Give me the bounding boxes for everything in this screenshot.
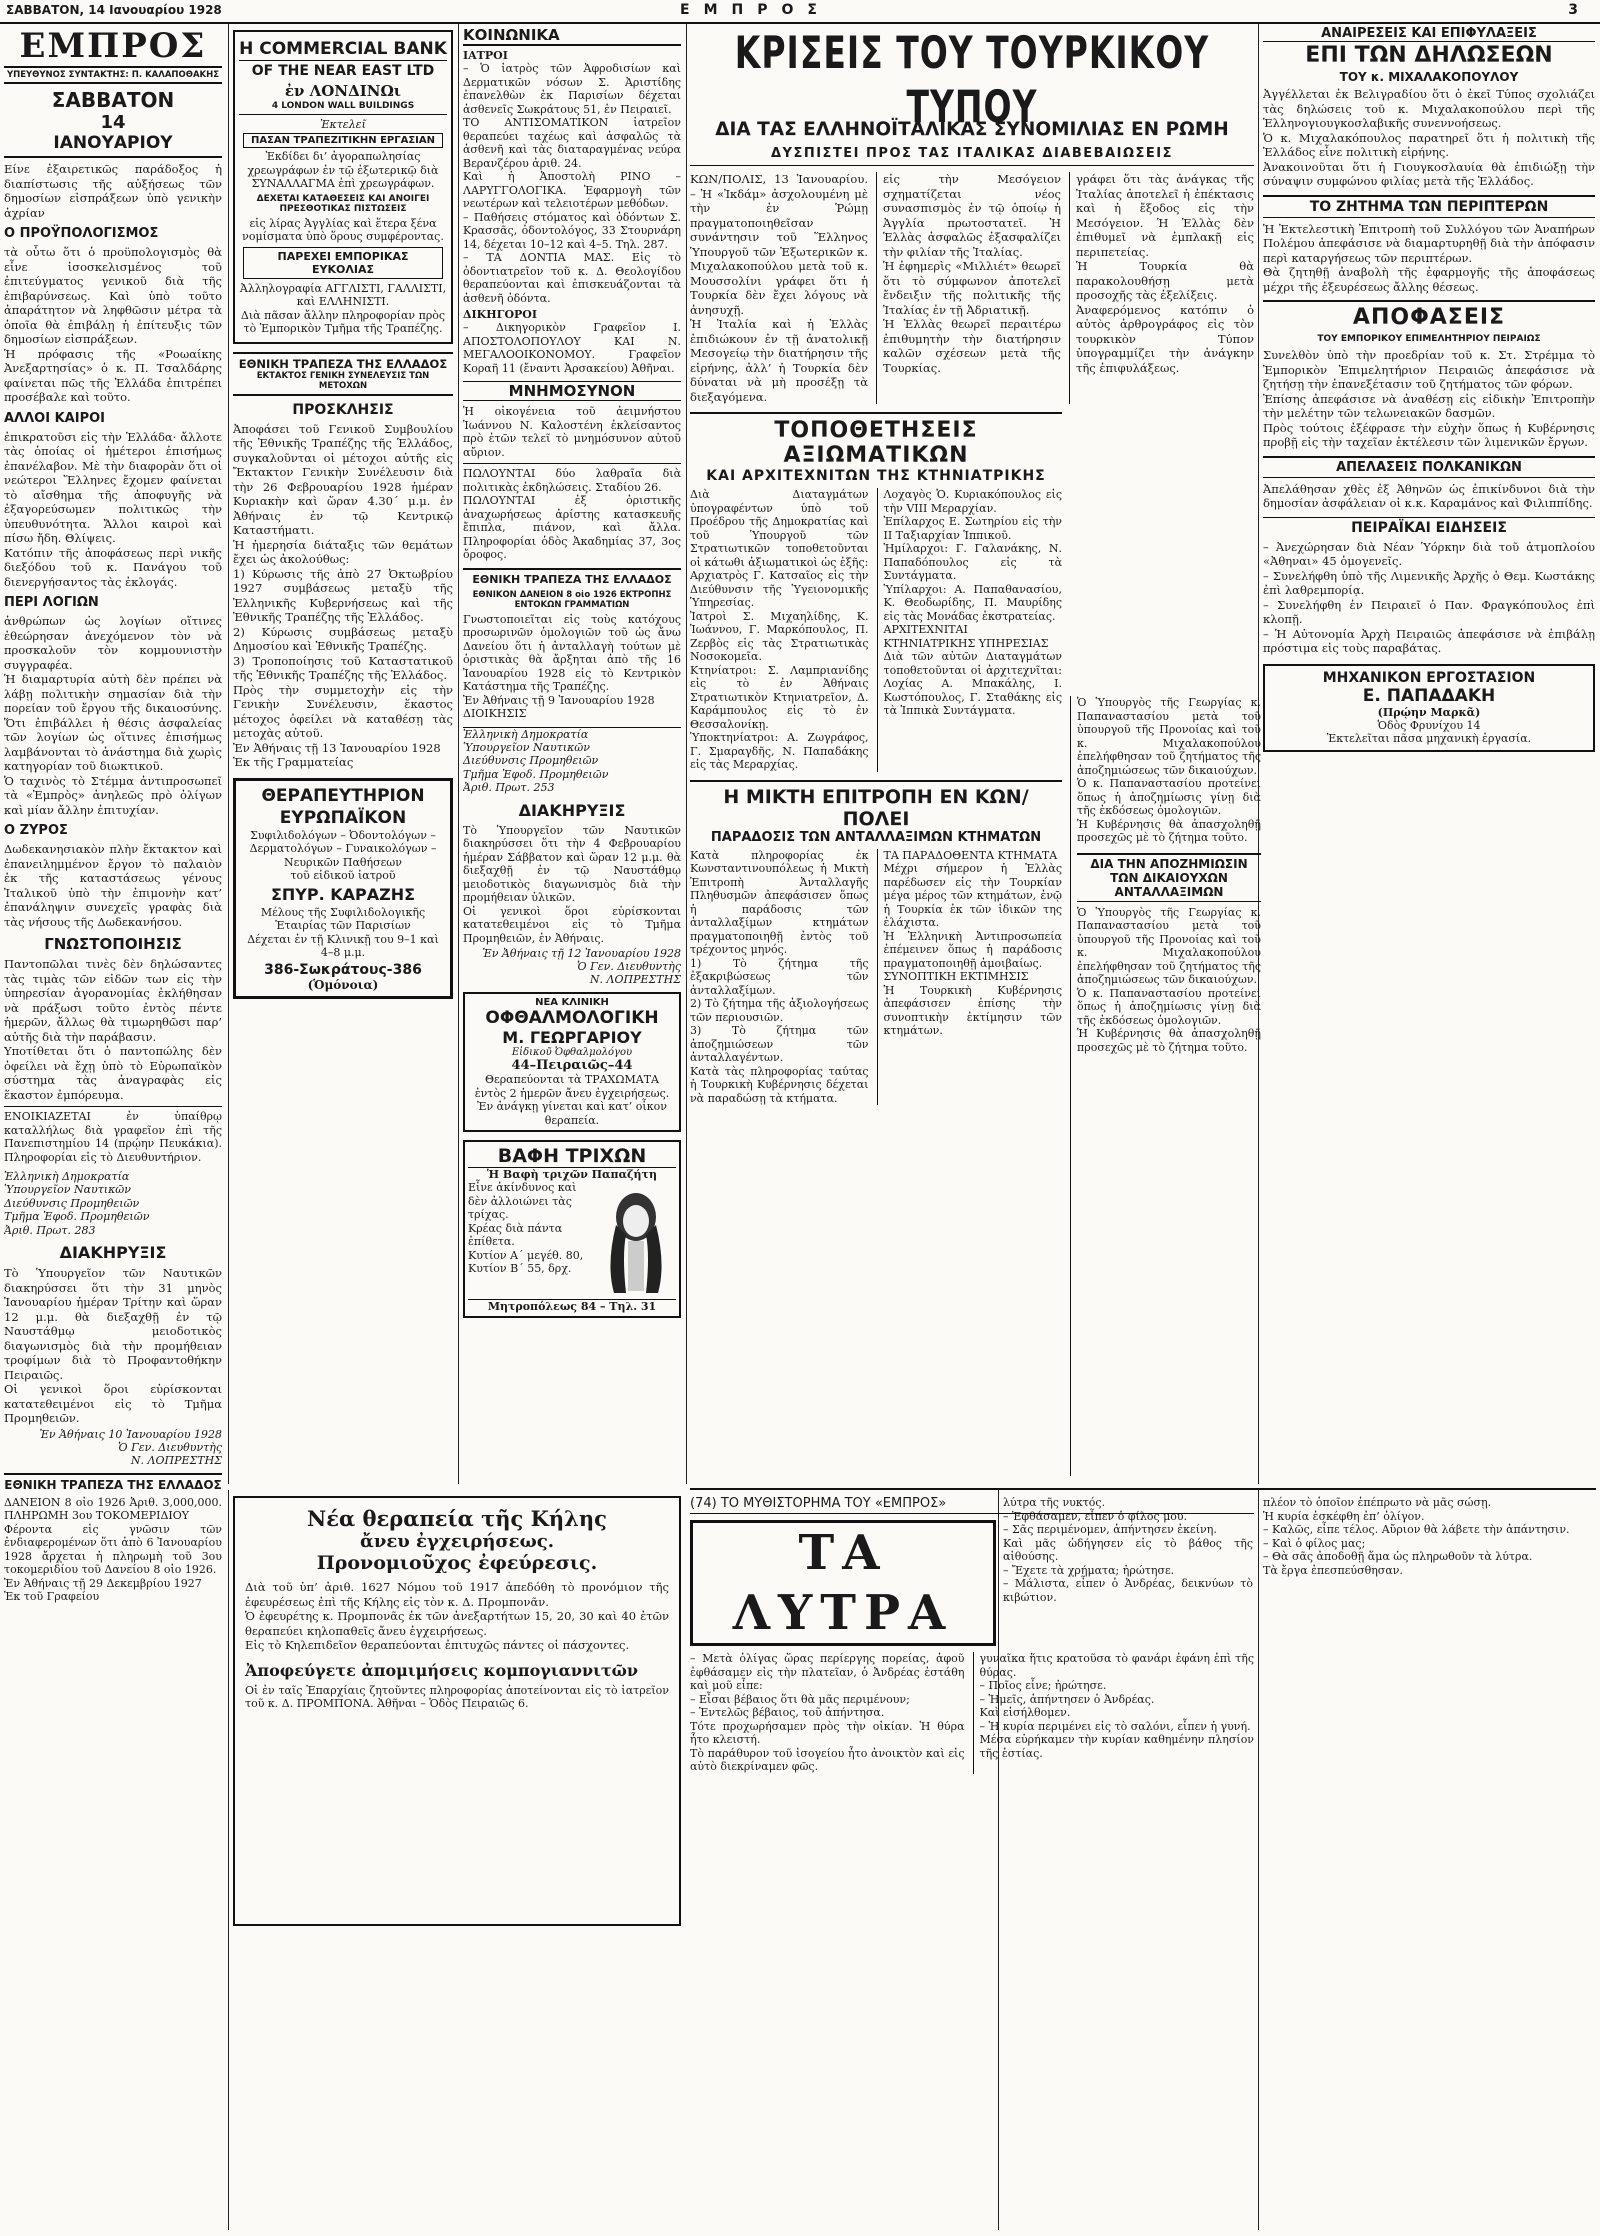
- notice-signature: Ἐν Ἀθήναις 10 Ἰανουαρίου 1928 Ὁ Γεν. Διευθυντὴς Ν. ΛΟΠΡΕΣΤΗΣ: [39, 1427, 222, 1467]
- hernia-text: Οἱ ἐν ταῖς Ἐπαρχίαις ζητοῦντες πληροφορίας ἀποτείνονται εἰς τὸ ἰατρεῖον τοῦ κ. Δ. ΠΡΟΜΠΟΝΑ. Ἀθῆναι – Ὁδὸς Πειραιῶς 6.: [245, 1683, 669, 1710]
- lawyers-heading: ΔΙΚΗΓΟΡΟΙ: [463, 308, 538, 321]
- machine-shop-ad: [1263, 664, 1595, 752]
- notice-header: Ἑλληνικὴ Δημοκρατία: [4, 1170, 130, 1183]
- article-paragraph: ἀνθρώπων ὡς λογίων οἵτινες ἐθεώρησαν ἀνεχόμενον τὸν νὰ προσκαλοῦν τὸν κομμουνιστὴν συγγραφέα. Ἡ διαμαρτυρία αὐτὴ δὲν πρέπει νὰ λάβῃ πολιτικὴν σημασίαν διὰ τὴν πορείαν τοῦ ἔργου τῆς δικαιοσύνης. Ὅτι ἐπιβάλλει ἡ θέσις ἀσφαλείας τῶν λογίων ὡς οἵτινες ἐπισήμως λαμβάνονται τὸ ἀνάστημα διὰ χωρὶς κατηγορίαν τοῦ διωκτικοῦ. Ὁ ταχινὸς τὸ Στέμμα ἀντιπροσωπεῖ τὰ «Ἐμπρὸς» ἀνηλεῶς πρὸ ὀλίγων καὶ μίαν ἄλλην ἐπιτυχίαν.: [4, 614, 222, 817]
- header-date: ΣΑΒΒΑΤΟΝ, 14 Ιανουαρίου 1928: [6, 3, 222, 17]
- article-paragraph: Είνε ἐξαιρετικῶς παράδοξος ἡ διαπίστωσις τῆς αὐξήσεως τῶν δημοσίων εἰσπράξεων ὑπὸ γενικὴν ἀχρίαν: [4, 162, 222, 220]
- column-1: [4, 26, 222, 2226]
- machine-shop-former: (Πρῴην Μαρκᾶ): [1377, 705, 1481, 719]
- masthead-editor: ΥΠΕΥΘΥΝΟΣ ΣΥΝΤΑΚΤΗΣ: Π. ΚΑΛΑΠΟΘΑΚΗΣ: [4, 68, 222, 84]
- hernia-line-2: ἄνευ ἐγχειρήσεως.: [360, 1531, 554, 1552]
- kiosks-body: Ἡ Ἐκτελεστικὴ Ἐπιτροπὴ τοῦ Συλλόγου τῶν Ἀναπήρων Πολέμου ἀπεφάσισε νὰ διαμαρτυρηθῇ διὰ τὴν ἀπόφασιν περὶ καταργήσεως τῶν περιπτέρων. Θὰ ζητηθῇ ἀναβολὴ τῆς ἐφαρμογῆς τῆς ἀποφάσεως μέχρι τῆς ἐξευρέσεως ἄλλης θέσεως.: [1263, 221, 1595, 294]
- eye-clinic-title: ΟΦΘΑΛΜΟΛΟΓΙΚΗ: [485, 1008, 659, 1028]
- ad-body: Ἀποφάσει τοῦ Γενικοῦ Συμβουλίου τῆς Ἐθνικῆς Τραπέζης τῆς Ἑλλάδος, συγκαλοῦνται οἱ μέτοχοι αὐτῆς εἰς Ἔκτακτον Γενικὴν Συνέλευσιν διὰ τὴν 26 Φεβρουαρίου 1928 ἡμέραν Κυριακὴν καὶ ὥραν 4.30΄ μ.μ. ἐν Ἀθήναις ἐν τῷ Κεντρικῷ Καταστήματι. Ἡ ἡμερησία διάταξις τῶν θεμάτων ἔχει ὡς ἀκολούθως: 1) Κύρωσις τῆς ἀπὸ 27 Ὀκτωβρίου 1927 συμβάσεως μεταξὺ τῆς Ἑλληνικῆς Κυβερνήσεως καὶ τῆς Ἐθνικῆς Τραπέζης τῆς Ἑλλάδος. 2) Κύρωσις συμβάσεως μεταξὺ Δημοσίου καὶ Ἐθνικῆς Τραπέζης. 3) Τροποποίησις τοῦ Καταστατικοῦ τῆς Ἐθνικῆς Τραπέζης τῆς Ἑλλάδος. Πρὸς τὴν συμμετοχὴν εἰς τὴν Γενικὴν Συνέλευσιν, ἕκαστος μέτοχος ὀφείλει νὰ καταθέσῃ τὰς μετοχὰς αὐτοῦ. Ἐν Ἀθήναις τῇ 13 Ἰανουαρίου 1928 Ἐκ τῆς Γραμματείας: [233, 421, 453, 769]
- lead-paragraph: γράφει ὅτι τὰς ἀνάγκας τῆς Ἰταλίας ἀποτελεῖ ἡ ἐπέκτασις καὶ ἡ ἔξοδος εἰς τὴν Μεσόγειον. Ἡ Ἑλλὰς δὲν ἐπιθυμεῖ νὰ ἐμπλακῇ εἰς περιπετείας. Ἡ Τουρκία θὰ παρακολουθήσῃ μετὰ προσοχῆς τὰς ἐξελίξεις. Ἀναφερόμενος κατόπιν ὁ αὐτὸς ἀρθρογράφος εἰς τὸν τουρκικὸν Τύπον ὑπογραμμίζει τὴν ἀνάγκην τῆς ἐπιφυλάξεως.: [1069, 172, 1254, 404]
- officers-paragraph: Λοχαγὸς Ὁ. Κυριακόπουλος εἰς τὴν VIII Μεραρχίαν. Ἐπίλαρχος Ε. Σωτηρίου εἰς τὴν ΙΙ Ταξιαρχίαν Ἱππικοῦ. Ἡμίλαρχοι: Γ. Γαλανάκης, Ν. Παπαδόπουλος εἰς τὰ Συντάγματα. Ὑπίλαρχοι: Α. Παπαθανασίου, Κ. Θεοδωρίδης, Π. Μαυρίδης εἰς τὰς Μονάδας ἐκστρατείας. ΑΡΧΙΤΕΧΝΙΤΑΙ ΚΤΗΝΙΑΤΡΙΚΗΣ ΥΠΗΡΕΣΙΑΣ Διὰ τῶν αὐτῶν Διαταγμάτων τοποθετοῦνται οἱ ἀρχιτεχνῖται: Λοχίας Α. Μπακάλης, Ι. Κωστόπουλος, Γ. Σταθάκης εἰς τὰ Ἱππικὰ Συντάγματα.: [877, 488, 1063, 772]
- compensation-article: [1070, 696, 1261, 1476]
- eye-clinic-doctor: Μ. ΓΕΩΡΓΑΡΙΟΥ: [502, 1028, 642, 1047]
- deportations-heading: ΑΠΕΛΑΣΕΙΣ ΠΟΛΚΑΝΙΚΩΝ: [1263, 456, 1595, 478]
- commission-body: [690, 849, 1062, 1106]
- ad-title: ΕΘΝΙΚΗ ΤΡΑΠΕΖΑ ΤΗΣ ΕΛΛΑΔΟΣ: [238, 356, 448, 371]
- doctors-listings: – Ὁ ἰατρὸς τῶν Ἀφροδισίων καὶ Δερματικῶν νόσων Σ. Ἀριστίδης ἐπανελθὼν ἐκ Παρισίων δέχεται ἀσθενεῖς Σωκράτους 51, ἐν Πειραιεῖ. ΤΟ ΑΝΤΙΣΟΜΑΤΙΚΟΝ ἰατρεῖον θεραπεύει ταχέως καὶ ἀσφαλῶς τὰ ἀσθενῆ καὶ τὰς διαταραγμένας νεύρα Βερανζέρου ἀριθ. 24. Καὶ ἡ Ἀποστολὴ ΡΙΝΟ – ΛΑΡΥΓΓΟΛΟΓΙΚΑ. Ἐφαρμογὴ τῶν νεωτέρων καὶ τελειοτέρων μεθόδων. – Παθήσεις στόματος καὶ ὀδόντων Σ. Κρασσᾶς, ὀδοντολόγος, 33 Στουρνάρη 14, δέχεται 10–12 καὶ 4–5. Τηλ. 287. – ΤΑ ΔΟΝΤΙΑ ΜΑΣ. Εἰς τὸ ὀδοντιατρεῖον τοῦ κ. Δ. Θεολογίδου θεραπεύονται καὶ ἐπισκευάζονται τὰ ἀσθενῆ ὀδόντα.: [463, 62, 681, 305]
- eye-clinic-text: Θεραπεύονται τὰ ΤΡΑΧΩΜΑΤΑ ἐντὸς 2 ἡμερῶν ἄνευ ἐγχειρήσεως. Ἐν ἀνάγκῃ γίνεται καὶ κατ’ οἶκον θεραπεία.: [474, 1073, 670, 1127]
- article-heading: Ο ΠΡΟΫΠΟΛΟΓΙΣΜΟΣ: [4, 226, 159, 241]
- hair-dye-footer: Μητροπόλεως 84 – Τηλ. 31: [468, 1299, 676, 1313]
- ad-bank-city: ἐν ΛΟΝΔΙΝΩι: [284, 82, 402, 100]
- commission-title: Η ΜΙΚΤΗ ΕΠΙΤΡΟΠΗ ΕΝ ΚΩΝ/ΠΟΛΕΙ: [723, 785, 1029, 830]
- ad-bank-performs: Ἐκτελεῖ: [320, 118, 366, 131]
- column-rule: [1258, 1490, 1259, 2230]
- ad-heading: ΠΡΟΣΚΛΗΣΙΣ: [292, 401, 394, 418]
- officers-section: [690, 412, 1062, 772]
- clinic-doctor-name: ΣΠΥΡ. ΚΑΡΑΖΗΣ: [270, 884, 416, 904]
- ad-bank-banner: ΠΑΡΕΧΕΙ ΕΜΠΟΡΙΚΑΣ ΕΥΚΟΛΙΑΣ: [243, 247, 443, 279]
- bank-notice-title: ΕΘΝΙΚΗ ΤΡΑΠΕΖΑ ΤΗΣ ΕΛΛΑΔΟΣ: [4, 1473, 222, 1492]
- national-bank-ad: [233, 352, 453, 396]
- header-page-number: 3: [1568, 2, 1578, 18]
- hair-dye-ad: [463, 1140, 681, 1318]
- lead-subheadline: ΔΙΑ ΤΑΣ ΕΛΛΗΝΟΪΤΑΛΙΚΑΣ ΣΥΝΟΜΙΛΙΑΣ ΕΝ ΡΩΜΗ: [715, 119, 1229, 140]
- ad-bank-subtitle: OF THE NEAR EAST LTD: [251, 63, 435, 79]
- officers-subtitle: ΚΑΙ ΑΡΧΙΤΕΧΝΙΤΩΝ ΤΗΣ ΚΤΗΝΙΑΤΡΙΚΗΣ: [706, 468, 1046, 484]
- lead-headline: ΚΡΙΣΕΙΣ ΤΟΥ ΤΟΥΡΚΙΚΟΥ ΤΥΠΟΥ: [734, 26, 1210, 133]
- machine-shop-text: Ὁδὸς Φρυνίχου 14 Ἐκτελεῖται πᾶσα μηχανικὴ ἐργασία.: [1326, 718, 1532, 745]
- novel-title: ΤΑ ΛΥΤΡΑ: [690, 1520, 996, 1646]
- for-sale-listings: ΠΩΛΟΥΝΤΑΙ δύο λαθραῖα διὰ πολιτικὰς ἐκδηλώσεις. Σταδίου 26. ΠΩΛΟΥΝΤΑΙ ἐξ ὁριστικῆς ἀναχωρήσεως ἀρίστης κατασκευῆς ἔπιπλα, πιάνον, καὶ ἄλλα. Πληροφορίαι ὁδὸς Ἀκαδημίας 37, 3ος ὄροφος.: [463, 463, 681, 562]
- hernia-ad: [233, 1496, 681, 1926]
- column-2: [233, 26, 453, 1486]
- article-paragraph: ἐπικρατοῦσι εἰς τὴν Ἑλλάδα· ἄλλοτε τὰς ὁποίας οἱ ἡμέτεροι ἐπισήμως ἐπανέλαβον. Μὲ τὴν διαφορὰν ὅτι οἱ νεώτεροι Ἕλληνες ἔχομεν φαίνεται τὸ αἴσθημα τῆς ἀποφυγῆς νὰ ἐξαγορεύσωμεν πολιτικῶς τὴν ὑπευθυνότητα. Ἄλλοι καιροὶ καὶ πίσω ἤδη. Θλίψεις. Κατόπιν τῆς ἀποφάσεως περὶ νικῆς διεξόδου τοῦ κ. Πανάγου τοῦ διενεργήσαντος τὰς ἐκλογάς.: [4, 429, 222, 589]
- ad-bank-address: 4 LONDON WALL BUILDINGS: [239, 101, 447, 115]
- notice-title: ΔΙΑΚΗΡΥΞΙΣ: [59, 1243, 167, 1262]
- clinic-details: Μέλους τῆς Συφιλιδολογικῆς Ἑταιρίας τῶν Παρισίων Δέχεται ἐν τῇ Κλινικῇ του 9–1 καὶ 4–8 μ.μ.: [247, 905, 439, 959]
- clinic-address: 386-Σωκράτους-386: [264, 961, 422, 978]
- hair-dye-title: ΒΑΦΗ ΤΡΙΧΩΝ: [468, 1145, 676, 1168]
- masthead-date-number: 14: [100, 112, 126, 133]
- novel-paragraph: πλέον τὸ ὁποῖον ἐπέπρωτο νὰ μᾶς σώσῃ. Ἡ κυρία ἐσκέφθη ἐπ’ ὀλίγον. – Καλῶς, εἶπε τέλος. Αὔριον θὰ λάβετε τὴν ἀπάντησιν. – Καὶ ὁ φίλος μας; – Θὰ σᾶς ἀποδοθῇ ἅμα ὡς πληρωθοῦν τὰ λύτρα. Τὰ ἔργα ἐπεσπεύσθησαν.: [1263, 1496, 1570, 1577]
- column-3: [463, 26, 681, 1486]
- masthead: [4, 26, 222, 158]
- decisions-heading: ΑΠΟΦΑΣΕΙΣ: [1263, 300, 1595, 330]
- column-rule: [228, 1490, 229, 2230]
- declarations-body: Ἀγγέλλεται ἐκ Βελιγραδίου ὅτι ὁ ἐκεῖ Τύπος σχολιάζει τὰς δηλώσεις τοῦ κ. Μιχαλακοπούλου περὶ τῆς Ἑλληνογιουγκοσλαβικῆς συνεννοήσεως. Ὁ κ. Μιχαλακόπουλος παρατηρεῖ ὅτι ἡ πολιτικὴ τῆς Ἑλλάδος εἶνε πολιτικὴ εἰρήνης. Ἀνακοινοῦται ὅτι ἡ Γιουγκοσλαυία θὰ ἐπιδιώξῃ τὴν σύναψιν συμφώνου φιλίας μετὰ τῆς Ἑλλάδος.: [1263, 87, 1595, 188]
- clinic-title: ΘΕΡΑΠΕΥΤΗΡΙΟΝ ΕΥΡΩΠΑΪΚΟΝ: [261, 785, 425, 828]
- hernia-warning: Ἀποφεύγετε ἀπομιμήσεις κομπογιαννιτῶν: [245, 1660, 638, 1680]
- clinic-location: (Ὁμόνοια): [307, 977, 379, 992]
- ad-bank-text: εἰς λίρας Ἀγγλίας καὶ ἕτερα ξένα νομίσματα ὑπὸ ὅρους συμφέροντας.: [242, 216, 444, 243]
- novel-paragraph: – Μετὰ ὀλίγας ὥρας περίεργης πορείας, ἀφοῦ ἐφθάσαμεν εἰς τὴν πλατεῖαν, ὁ Ἀνδρέας ἐστάθη καὶ μοῦ εἶπε: – Εἶσαι βέβαιος ὅτι θὰ μᾶς περιμένουν; – Ἐντελῶς βέβαιος, τοῦ ἀπήντησα. Τότε προχωρήσαμεν πρὸς τὴν οἰκίαν. Ἡ θύρα ἦτο κλειστή. Τὸ παράθυρον τοῦ ἰσογείου ἦτο ἀνοικτὸν καὶ εἰς αὐτὸ διεκρίναμεν φῶς.: [690, 1652, 965, 1773]
- ad-bank-banner: ΠΑΣΑΝ ΤΡΑΠΕΖΙΤΙΚΗΝ ΕΡΓΑΣΙΑΝ: [243, 133, 443, 148]
- article-heading: ΓΝΩΣΤΟΠΟΙΗΣΙΣ: [44, 935, 182, 953]
- piraeus-news-body: – Ἀνεχώρησαν διὰ Νέαν Ὑόρκην διὰ τοῦ ἀτμοπλοίου «Ἀθηναι» 45 ὁμογενεῖς. – Συνελήφθη ὑπὸ τῆς Λιμενικῆς Ἀρχῆς ὁ Θεμ. Κωστάκης ἐπὶ λαθρεμπορίᾳ. – Συνελήφθη ἐν Πειραιεῖ ὁ Παν. Φραγκόπουλος ἐπὶ κλοπῇ. – Ἡ Αὐτονομία Ἀρχὴ Πειραιῶς ἀπεφάσισε νὰ ἐπιβάλῃ πρόστιμα εἰς τοὺς παραβάτας.: [1263, 539, 1595, 655]
- bank-notice-subtitle: ΕΘΝΙΚΟΝ ΔΑΝΕΙΟΝ 8 οἱο 1926 ΕΚΤΡΟΠΗΣ ΕΝΤΟΚΩΝ ΓΡΑΜΜΑΤΙΩΝ: [472, 589, 672, 610]
- article-heading: ΠΕΡΙ ΛΟΓΙΩΝ: [4, 595, 99, 610]
- notice-signature: Ἐν Ἀθήναις τῇ 12 Ἰανουαρίου 1928 Ὁ Γεν. Διευθυντὴς Ν. ΛΟΠΡΕΣΤΗΣ: [482, 947, 681, 986]
- officers-title: ΤΟΠΟΘΕΤΗΣΕΙΣ ΑΞΙΩΜΑΤΙΚΩΝ: [774, 418, 978, 468]
- declarations-head-3: ΤΟΥ κ. ΜΙΧΑΛΑΚΟΠΟΥΛΟΥ: [1339, 70, 1519, 84]
- section-rule: [690, 1488, 1596, 1490]
- notice-body: Τὸ Ὑπουργεῖον τῶν Ναυτικῶν διακηρύσσει ὅτι τὴν 4 Φεβρουαρίου ἡμέραν Σάββατον καὶ ὥραν 12 μ.μ. θὰ διεξαχθῇ ἐν τῷ Ναυστάθμῳ μειοδοτικὸς διαγωνισμὸς διὰ τὴν προμήθειαν ὑλικῶν. Οἱ γενικοὶ ὅροι εὑρίσκονται κατατεθειμένοι εἰς τὸ Τμῆμα Προμηθειῶν, ἐν Ἀθήναις.: [463, 823, 681, 945]
- hair-dye-subtitle: Ἡ Βαφὴ τριχῶν Παπαζήτη: [487, 1168, 657, 1181]
- article-paragraph: τὰ οὗτω ὅτι ὁ προϋπολογισμὸς θὰ εἶνε ἰσοσκελισμένος τοῦ ἐπιτεύγματος γενικοῦ διὰ τῆς ἐπιβαρύνσεως. Καὶ ὑπὸ τοῦτο ἀπαράτητον νὰ ληφθῶσιν μέτρα τὰ ὁποῖα θὰ ἐπιβάλῃ ἡ ἐπίτευξις τῶν δημοσίων εἰσπράξεων. Ἡ πρόφασις τῆς «Ροωαίκης Ἀνεξαρτησίας» ὁ κ. Π. Τσαλδάρης φαίνεται πῶς τῆς Ἑλλάδα ἐπιτρέπει προσέβαλε καὶ τοῦτο.: [4, 245, 222, 404]
- ad-subtitle: ΕΚΤΑΚΤΟΣ ΓΕΝΙΚΗ ΣΥΝΕΛΕΥΣΙΣ ΤΩΝ ΜΕΤΟΧΩΝ: [256, 370, 430, 391]
- kiosks-heading: ΤΟ ΖΗΤΗΜΑ ΤΩΝ ΠΕΡΙΠΤΕΡΩΝ: [1263, 195, 1595, 218]
- lead-deck: ΔΥΣΠΙΣΤΕΙ ΠΡΟΣ ΤΑΣ ΙΤΑΛΙΚΑΣ ΔΙΑΒΕΒΑΙΩΣΕΙΣ: [690, 146, 1254, 166]
- commission-paragraph: Κατὰ πληροφορίας ἐκ Κωνσταντινουπόλεως ἡ Μικτὴ Ἐπιτροπὴ Ἀνταλλαγῆς Πληθυσμῶν ἀπεφάσισεν ὅπως ἡ παράδοσις τῶν ἀνταλλαξίμων κτημάτων πραγματοποιηθῇ ἐντὸς τοῦ τρέχοντος μηνός. 1) Τὸ ζήτημα τῆς ἐξακριβώσεως τῶν ἀνταλλαξίμων. 2) Τὸ ζήτημα τῆς ἀξιολογήσεως τῶν περιουσιῶν. 3) Τὸ ζήτημα τῶν ἀποζημιώσεων τῶν ἀνταλλαγέντων. Κατὰ τὰς πληροφορίας ταύτας ἡ Τουρκικὴ Κυβέρνησις δέχεται νὰ παραδώσῃ τὰ κτήματα.: [690, 848, 869, 1105]
- decisions-body: Συνελθὸν ὑπὸ τὴν προεδρίαν τοῦ κ. Στ. Στρέμμα τὸ Ἐμπορικὸν Ἐπιμελητήριον Πειραιῶς ἀπεφάσισε νὰ ζητήσῃ τὴν ἐπανεξέτασιν τοῦ ζητήματος τῶν φόρων. Ἐπίσης ἀπεφάσισε νὰ ἀναθέσῃ εἰς εἰδικὴν Ἐπιτροπὴν τὴν μελέτην τῶν τελωνειακῶν δασμῶν. Πρὸς τούτοις ἐξέφρασε τὴν εὐχὴν ὅπως ἡ Κυβέρνησις προβῇ εἰς τὴν ταχεῖαν ἐκτέλεσιν τῶν λιμενικῶν ἔργων.: [1263, 348, 1595, 449]
- novel-paragraph: λύτρα τῆς νυκτός. – Ἐφθάσαμεν, εἶπεν ὁ φίλος μου. – Σᾶς περιμένομεν, ἀπήντησεν ἐκείνη. Καὶ μᾶς ὡδήγησεν εἰς τὸ βάθος τῆς αἰθούσης. – Ἔχετε τὰ χρήματα; ἠρώτησε. – Μάλιστα, εἶπεν ὁ Ἀνδρέας, δεικνύων τὸ κιβώτιον.: [1003, 1496, 1253, 1604]
- commission-subtitle: ΠΑΡΑΔΟΣΙΣ ΤΩΝ ΑΝΤΑΛΛΑΞΙΜΩΝ ΚΤΗΜΑΤΩΝ: [710, 829, 1042, 845]
- piraeus-news-heading: ΠΕΙΡΑΪΚΑΙ ΕΙΔΗΣΕΙΣ: [1263, 517, 1595, 536]
- hair-dye-text: Εἶνε ἀκίνδυνος καὶ δὲν ἀλλοιώνει τὰς τρίχας. Κρέας διὰ πάντα ἐπίθετα. Κυτίον Α΄ μεγέθ. 80, Κυτίον Β΄ 55, δρχ.: [468, 1181, 584, 1275]
- eye-clinic-specialty: Εἰδικοῦ Ὀφθαλμολόγου: [511, 1047, 633, 1058]
- clinic-ad: [233, 778, 453, 999]
- bank-notice-body: ΔΑΝΕΙΟΝ 8 οἱο 1926 Ἀριθ. 3,000,000. ΠΛΗΡΩΜΗ 3ου ΤΟΚΟΜΕΡΙΔΙΟΥ Φέροντα εἰς γνῶσιν τῶν ἐνδιαφερομένων ὅτι ἀπὸ 6 Ἰανουαρίου 1928 ἄρχεται ἡ πληρωμὴ τοῦ 3ου τοκομεριδίου τοῦ Δανείου 8 οἱο 1926. Ἐν Ἀθήναις τῇ 29 Δεκεμβρίου 1927 Ἐκ τοῦ Γραφείου: [4, 1495, 222, 1603]
- notice-details: Ὑπουργεῖον Ναυτικῶν Διεύθυνσις Προμηθειῶν Τμῆμα Ἐφοδ. Προμηθειῶν Ἀριθ. Πρωτ. 283: [4, 1183, 150, 1237]
- hair-dye-body: [468, 1181, 676, 1299]
- notice-details: Ὑπουργεῖον Ναυτικῶν Διεύθυνσις Προμηθειῶν Τμῆμα Ἐφοδ. Προμηθειῶν Ἀριθ. Πρωτ. 253: [463, 740, 609, 794]
- social-heading: ΚΟΙΝΩΝΙΚΑ: [463, 26, 681, 46]
- masthead-day: ΣΑΒΒΑΤΟΝ: [51, 88, 175, 112]
- lead-paragraph: ΚΩΝ/ΠΟΛΙΣ, 13 Ἰανουαρίου. – Ἡ «Ἰκδάμ» ἀσχολουμένη μὲ τὴν ἐν Ῥώμῃ πραγματοποιηθεῖσαν συνάντησιν τοῦ Ἕλληνος Ὑπουργοῦ τῶν Ἐξωτερικῶν κ. Μιχαλακοπούλου μετὰ τοῦ κ. Μουσσολίνι γράφει ὅτι ἡ Τουρκία δὲν ἔχει λόγους νὰ ἀνησυχῇ. Ἡ Ἰταλία καὶ ἡ Ἑλλὰς ἐπιδιώκουν ἐν τῇ ἀνατολικῇ Μεσογείῳ τὴν διατήρησιν τῆς εἰρήνης, ἀλλ’ ἡ Τουρκία δὲν δύναται νὰ μὴ προσέξῃ τὰ διεξαγόμενα.: [690, 172, 868, 404]
- masthead-month: ΙΑΝΟΥΑΡΙΟΥ: [4, 133, 222, 158]
- declarations-head-2: ΕΠΙ ΤΩΝ ΔΗΛΩΣΕΩΝ: [1305, 43, 1553, 68]
- serial-novel-cont: [1263, 1496, 1595, 2228]
- clinic-specialties: Συφιλιδολόγων – Ὀδοντολόγων – Δερματολόγων – Γυναικολόγων – Νευρικῶν Παθήσεων τοῦ εἰδικοῦ ἰατροῦ: [249, 828, 437, 882]
- ad-bank-text: Ἀλληλογραφία ΑΓΓΛΙΣΤΙ, ΓΑΛΛΙΣΤΙ, καὶ ΕΛΛΗΝΙΣΤΙ. Διὰ πᾶσαν ἄλλην πληροφορίαν πρὸς τὸ Ἐμπορικὸν Τμῆμα τῆς Τραπέζης.: [239, 281, 447, 335]
- commercial-bank-ad: [233, 30, 453, 344]
- article-heading: Ο ΖΥΡΟΣ: [4, 823, 68, 838]
- lead-paragraph: εἰς τὴν Μεσόγειον σχηματίζεται νέος συνασπισμὸς ἐν τῷ ὁποίῳ ἡ Ἀγγλία πρωτοστατεῖ. Ἡ Ἑλλὰς ἀσφαλῶς ἐξασφαλίζει τὴν φιλίαν τῆς Ἰταλίας. Ἡ ἐφημερὶς «Μιλλιέτ» θεωρεῖ ὅτι τὸ σύμφωνον ἀποτελεῖ ἔνδειξιν τῆς πολιτικῆς τῆς Ἰταλίας ἐν τῇ Ἀδριατικῇ. Ἡ Ἑλλὰς θεωρεῖ περαιτέρω ἐπιθυμητὴν τὴν διατήρησιν καλῶν σχέσεων μετὰ τῆς Τουρκίας.: [876, 172, 1061, 404]
- notice-body: Τὸ Ὑπουργεῖον τῶν Ναυτικῶν διακηρύσσει ὅτι τὴν 31 μηνὸς Ἰανουαρίου ἡμέραν Τρίτην καὶ ὥραν 12 μ.μ. θὰ διεξαχθῇ ἐν τῷ Ναυστάθμῳ μειοδοτικὸς διαγωνισμὸς διὰ τὴν προμήθειαν τροφίμων διὰ τὸ Προφαντοθήκην Πειραιῶς. Οἱ γενικοὶ ὅροι εὑρίσκονται κατατεθειμένοι εἰς τὸ Τμῆμα Προμηθειῶν.: [4, 1266, 222, 1425]
- column-rule: [686, 24, 687, 1484]
- lead-body: [690, 172, 1254, 404]
- header-paper-name: ΕΜΠΡΟΣ: [680, 2, 831, 18]
- compensation-text: Ὁ Ὑπουργὸς τῆς Γεωργίας κ. Παπαναστασίου μετὰ τοῦ ὑπουργοῦ τῆς Προνοίας καὶ τοῦ κ. Μιχαλακοπούλου ἐπελήφθησαν τοῦ ζητήματος τῆς ἀποζημιώσεως τῶν δικαιούχων. Ὁ κ. Παπαναστασίου προτείνει ὅπως ἡ ἀποζημίωσις γίνῃ διὰ τῆς ἐκδόσεως ὁμολογιῶν. Ἡ Κυβέρνησις θὰ ἀπασχοληθῇ προσεχῶς μὲ τὸ ζήτημα τοῦτο.: [1077, 905, 1261, 1054]
- hernia-line-1: Νέα θεραπεία τῆς Κήλης: [307, 1506, 607, 1531]
- notice-title: ΔΙΑΚΗΡΥΞΙΣ: [518, 800, 626, 820]
- hernia-line-3: Προνομιοῦχος ἐφεύρεσις.: [316, 1552, 598, 1574]
- declarations-head-1: ΑΝΑΙΡΕΣΕΙΣ ΚΑΙ ΕΠΙΦΥΛΑΞΕΙΣ: [1263, 26, 1595, 42]
- lawyers-listing: – Δικηγορικὸν Γραφεῖον Ι. ΑΠΟΣΤΟΛΟΠΟΥΛΟΥ ΚΑΙ Ν. ΜΕΓΑΛΟΟΙΚΟΝΟΜΟΥ. Γραφεῖον Κοραῆ 11 (ἔναντι Ἀρσακείου) Ἀθῆναι.: [463, 321, 681, 375]
- notice-header: Ἑλληνικὴ Δημοκρατία: [463, 727, 681, 741]
- commission-paragraph: ΤΑ ΠΑΡΑΔΟΘΕΝΤΑ ΚΤΗΜΑΤΑ Μέχρι σήμερον ἡ Ἑλλὰς παρέδωσεν εἰς τὴν Τουρκίαν μέγα μέρος τῶν κτημάτων, ἐνῷ ἡ Τουρκία ἐκ τῶν ἰδικῶν της ἐλάχιστα. Ἡ Ἑλληνικὴ Ἀντιπροσωπεία ἐπέμεινεν ὅπως ἡ παράδοσις πραγματοποιηθῇ ἀμοιβαίως. ΣΥΝΟΠΤΙΚΗ ΕΚΤΙΜΗΣΙΣ Ἡ Τουρκικὴ Κυβέρνησις ἀπεφάσισεν ἐπίσης τὴν συνοπτικὴν ἐκτίμησιν τῶν κτημάτων.: [877, 849, 1063, 1106]
- ad-bank-text: Ἐκδίδει δι’ ἀγοραπωλησίας χρεωγράφων ἐν τῷ ἐξωτερικῷ διὰ ΣΥΝΑΛΛΑΓΜΑ ἐπὶ χρεωγράφων.: [247, 150, 439, 190]
- novel-label: (74) ΤΟ ΜΥΘΙΣΤΟΡΗΜΑ ΤΟΥ «ΕΜΠΡΟΣ»: [690, 1496, 1254, 1514]
- compensation-lead-text: Ὁ Ὑπουργὸς τῆς Γεωργίας κ. Παπαναστασίου μετὰ τοῦ ὑπουργοῦ τῆς Προνοίας καὶ τοῦ κ. Μιχαλακοπούλου ἐπελήφθησαν τοῦ ζητήματος τῆς ἀποζημιώσεως τῶν δικαιούχων. Ὁ κ. Παπαναστασίου προτείνει ὅπως ἡ ἀποζημίωσις γίνῃ διὰ τῆς ἐκδόσεως ὁμολογιῶν. Ἡ Κυβέρνησις θὰ ἀπασχοληθῇ προσεχῶς μὲ τὸ ζήτημα τοῦτο.: [1077, 696, 1261, 844]
- ad-bank-name: Η COMMERCIAL BANK: [239, 39, 447, 59]
- article-paragraph: Παντοπῶλαι τινὲς δὲν δηλώσαντες τὰς τιμὰς τῶν εἰδῶν των εἰς τὴν ὑπηρεσίαν ἀγορανομίας ἐκλήθησαν νὰ πράξωσι τοῦτο ἐντὸς πέντε ἡμερῶν, ἄλλως θὰ τιμωρηθῶσι παρ’ αὐτῆς διὰ τὴν παράβασιν. Υποτίθεται ὅτι ὁ παντοπώλης δὲν ὀφείλει νὰ ἔχῃ ὑπὸ τὸ Εὐρωπαϊκὸν σύστημα τὰς ἀναγραφὰς εἰς ἕκαστον ἐμπόρευμα.: [4, 957, 222, 1102]
- novel-paragraph: γυναῖκα ἥτις κρατοῦσα τὸ φανάρι ἐφάνη ἐπὶ τῆς θύρας. – Ποῖος εἶνε; ἠρώτησε. – Ἡμεῖς, ἀπήντησεν ὁ Ἀνδρέας. Καὶ εἰσήλθομεν. – Ἡ κυρία περιμένει εἰς τὸ σαλόνι, εἶπεν ἡ γυνή. Μέσα εὑρήκαμεν τὴν κυρίαν καθημένην πλησίον τῆς ἑστίας.: [973, 1652, 1255, 1774]
- column-rule: [458, 24, 459, 1484]
- bank-notice-title: ΕΘΝΙΚΗ ΤΡΑΠΕΖΑ ΤΗΣ ΕΛΛΑΔΟΣ: [463, 568, 681, 586]
- eye-clinic-ad: [463, 992, 681, 1132]
- doctors-heading: ΙΑΤΡΟΙ: [463, 49, 508, 62]
- hernia-text: Διὰ τοῦ ὑπ’ ἀριθ. 1627 Νόμου τοῦ 1917 ἀπεδόθη τὸ προνόμιον τῆς ἐφευρέσεως ἐπὶ τῆς Κήλης εἰς τὸν κ. Δ. Προμπονᾶν. Ὁ ἐφευρέτης κ. Προμπονᾶς ἐκ τῶν ἀνεξαρτήτων 15, 20, 30 καὶ 40 ἐτῶν θεραπεύει κηλοπαθεῖς ἄνευ ἐγχειρήσεως. Εἰς τὸ Κηλεπιδεῖον θεραπεύονται ἐπιτυχῶς πάντες οἱ πάσχοντες.: [245, 1580, 669, 1652]
- article-heading: ΑΛΛΟΙ ΚΑΙΡΟΙ: [4, 410, 105, 426]
- compensation-heading: ΔΙΑ ΤΗΝ ΑΠΟΖΗΜΙΩΣΙΝ ΤΩΝ ΔΙΚΑΙΟΥΧΩΝ ΑΝΤΑΛΛΑΞΙΜΩΝ: [1077, 853, 1261, 902]
- deportations-body: Ἀπελάθησαν χθὲς ἐξ Ἀθηνῶν ὡς ἐπικίνδυνοι διὰ τὴν δημοσίαν ἀσφάλειαν οἱ κ.κ. Καραμάνος καὶ Φιλιππίδης.: [1263, 481, 1595, 510]
- officers-body: [690, 488, 1062, 772]
- serial-novel-cont: [1003, 1496, 1253, 2228]
- memorial-text: Ἡ οἰκογένεια τοῦ ἀειμνήστου Ἰωάννου Ν. Καλοστένη ἐκλείσαντος πρὸ ἐτῶν τελεῖ τὸ μνημόσυνον αὐτοῦ αὔριον.: [463, 405, 681, 459]
- classified-ad: ΕΝΟΙΚΙΑΖΕΤΑΙ ἐν ὑπαίθρῳ καταλλήλως διὰ γραφεῖον ἐπὶ τῆς Πανεπιστημίου 14 (πρῴην Πευκάκια). Πληροφορίαι εἰς τὸ Διευθυντήριον.: [4, 1106, 222, 1164]
- ad-bank-banner: ΔΕΧΕΤΑΙ ΚΑΤΑΘΕΣΕΙΣ ΚΑΙ ΑΝΟΙΓΕΙ ΠΡΕΣΘΟΤΙΚΑΣ ΠΙΣΤΩΣΕΙΣ: [256, 193, 430, 214]
- officers-paragraph: Διὰ Διαταγμάτων ὑπογραφέντων ὑπὸ τοῦ Προέδρου τῆς Δημοκρατίας καὶ τοῦ Ὑπουργοῦ τῶν Στρατιωτικῶν τοποθετοῦνται οἱ κάτωθι ἀξιωματικοὶ ὡς ἑξῆς: Αρχιατρὸς Γ. Κατσαῖος εἰς τὴν Διεύθυνσιν τῆς Ὑγειονομικῆς Ὑπηρεσίας. Ἰατροὶ Σ. Μιχαηλίδης, Κ. Ἰωάννου, Γ. Μαρκόπουλος, Π. Ζερβὸς εἰς τὰς Στρατιωτικὰς Νοσοκομεῖα. Κτηνίατροι: Σ. Λαμπριανίδης εἰς τὸ ἐν Ἀθήναις Στρατιωτικὸν Κτηνιατρεῖον, Δ. Καράμπουλος εἰς τὸ ἐν Θεσσαλονίκῃ. Ὑποκτηνίατροι: Α. Ζωγράφος, Γ. Σμαραγδῆς, Ν. Παπαδάκης εἰς τὰς Μεραρχίας.: [690, 488, 869, 771]
- machine-shop-title: ΜΗΧΑΝΙΚΟΝ ΕΡΓΟΣΤΑΣΙΟΝ: [1322, 669, 1536, 686]
- commission-section: [690, 780, 1062, 1106]
- eye-clinic-label: ΝΕΑ ΚΛΙΝΙΚΗ: [535, 997, 609, 1008]
- column-rule: [228, 24, 229, 1484]
- header-bar: [0, 0, 1600, 24]
- masthead-title: ΕΜΠΡΟΣ: [4, 26, 222, 68]
- decisions-subheading: ΤΟΥ ΕΜΠΟΡΙΚΟΥ ΕΠΙΜΕΛΗΤΗΡΙΟΥ ΠΕΙΡΑΙΩΣ: [1317, 334, 1541, 344]
- article-paragraph: Δωδεκανησιακὸν πλὴν ἔκτακτον καὶ ἐπανειλημμένον ἔργον τὸ παλαιὸν ἐκ τῆς καταστάσεως γένους Ἰταλικοῦ ὑπὸ τὴν ἐπιμονὴν κατ’ ἐπανάληψιν συνεχεῖς γραφὰς διὰ τὰς νήσους τῆς Δωδεκανήσου.: [4, 842, 222, 929]
- bank-notice-body: Γνωστοποιεῖται εἰς τοὺς κατόχους προσωρινῶν ὁμολογιῶν τοῦ ὡς ἄνω Δανείου ὅτι ἡ ἀνταλλαγὴ τούτων μὲ ὁριστικὰς θὰ ἄρξηται ἀπὸ τῆς 16 Ἰανουαρίου 1928 εἰς τὸ Κεντρικὸν Κατάστημα τῆς Τραπέζης. Ἐν Ἀθήναις τῇ 9 Ἰανουαρίου 1928 ΔΙΟΙΚΗΣΙΣ: [463, 612, 681, 720]
- memorial-heading: ΜΝΗΜΟΣΥΝΟΝ: [463, 381, 681, 401]
- woman-portrait-illustration: [596, 1185, 676, 1295]
- machine-shop-owner: Ε. ΠΑΠΑΔΑΚΗ: [1362, 685, 1496, 706]
- eye-clinic-address: 44–Πειραιῶς–44: [511, 1058, 633, 1073]
